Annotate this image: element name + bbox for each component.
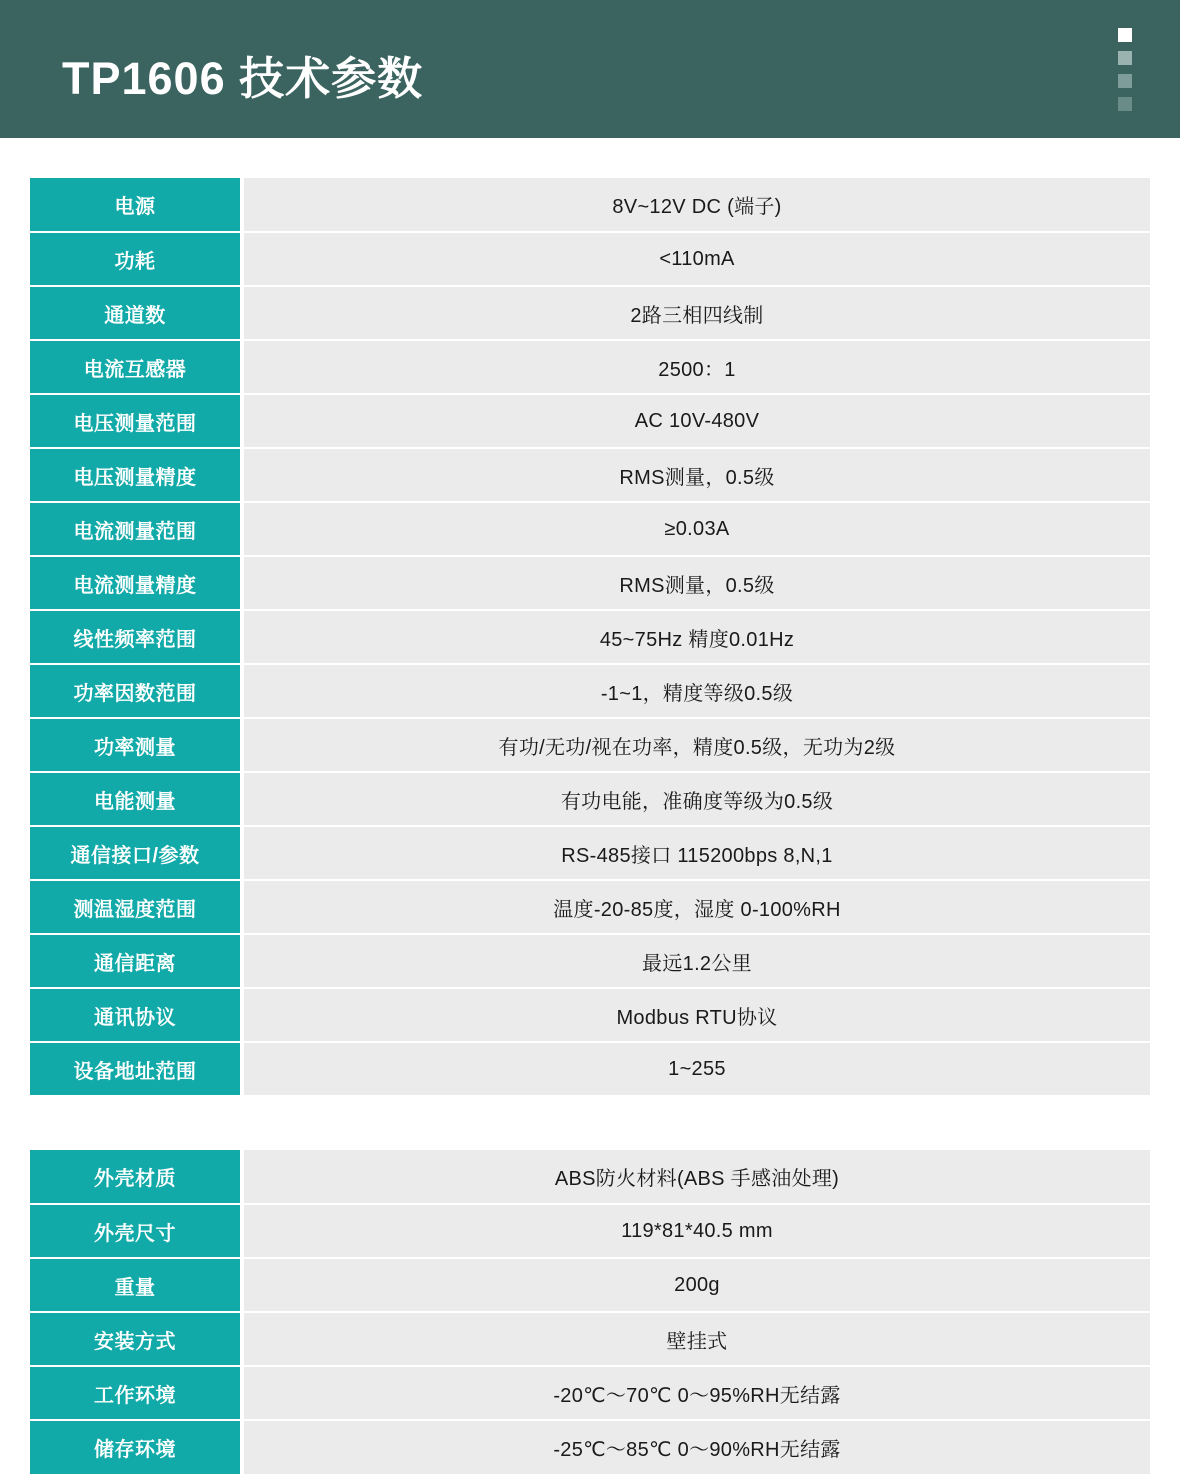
spec-value-cell: 最远1.2公里 [242, 934, 1150, 988]
table-row [30, 1204, 1150, 1258]
table-row [30, 988, 1150, 1042]
decor-square-3 [1118, 74, 1132, 88]
table-row [30, 1042, 1150, 1096]
table-row [30, 1258, 1150, 1312]
spec-key-cell: 通道数 [30, 286, 242, 340]
table-group-separator [30, 1096, 1150, 1150]
spec-value-cell: RMS测量，0.5级 [242, 448, 1150, 502]
spec-value-cell: Modbus RTU协议 [242, 988, 1150, 1042]
spec-key-cell: 功率测量 [30, 718, 242, 772]
spec-value-cell: 有功/无功/视在功率，精度0.5级，无功为2级 [242, 718, 1150, 772]
spec-key-cell: 重量 [30, 1258, 242, 1312]
spec-key-cell: 电流测量精度 [30, 556, 242, 610]
page-title: TP1606 技术参数 [62, 53, 424, 104]
group-separator-value-cell [242, 1096, 1150, 1150]
table-row [30, 610, 1150, 664]
spec-key-cell: 电流互感器 [30, 340, 242, 394]
decorative-dots [1118, 28, 1132, 111]
spec-key-cell: 设备地址范围 [30, 1042, 242, 1096]
spec-value-cell: 45~75Hz 精度0.01Hz [242, 610, 1150, 664]
spec-key-cell: 测温湿度范围 [30, 880, 242, 934]
spec-value-cell: RS-485接口 115200bps 8,N,1 [242, 826, 1150, 880]
spec-key-cell: 安装方式 [30, 1312, 242, 1366]
spec-key-cell: 电源 [30, 178, 242, 232]
page-header [0, 0, 1180, 138]
spec-key-cell: 通讯协议 [30, 988, 242, 1042]
decor-square-2 [1118, 51, 1132, 65]
spec-key-cell: 外壳材质 [30, 1150, 242, 1204]
table-row [30, 448, 1150, 502]
spec-value-cell: -1~1，精度等级0.5级 [242, 664, 1150, 718]
spec-value-cell: 8V~12V DC (端子) [242, 178, 1150, 232]
spec-key-cell: 电能测量 [30, 772, 242, 826]
spec-value-cell: 200g [242, 1258, 1150, 1312]
spec-key-cell: 线性频率范围 [30, 610, 242, 664]
table-row [30, 880, 1150, 934]
spec-value-cell: 2500：1 [242, 340, 1150, 394]
table-row [30, 178, 1150, 232]
spec-key-cell: 通信距离 [30, 934, 242, 988]
spec-value-cell: 2路三相四线制 [242, 286, 1150, 340]
table-row [30, 340, 1150, 394]
spec-value-cell: ≥0.03A [242, 502, 1150, 556]
table-row [30, 1312, 1150, 1366]
spec-value-cell: ABS防火材料(ABS 手感油处理) [242, 1150, 1150, 1204]
table-row [30, 232, 1150, 286]
table-row [30, 556, 1150, 610]
spec-key-cell: 电流测量范围 [30, 502, 242, 556]
spec-value-cell: RMS测量，0.5级 [242, 556, 1150, 610]
spec-value-cell: 壁挂式 [242, 1312, 1150, 1366]
spec-key-cell: 功率因数范围 [30, 664, 242, 718]
spec-key-cell: 电压测量精度 [30, 448, 242, 502]
spec-value-cell: 有功电能，准确度等级为0.5级 [242, 772, 1150, 826]
table-row [30, 1150, 1150, 1204]
spec-key-cell: 通信接口/参数 [30, 826, 242, 880]
spec-key-cell: 工作环境 [30, 1366, 242, 1420]
spec-value-cell: -20℃～70℃ 0～95%RH无结露 [242, 1366, 1150, 1420]
spec-value-cell: AC 10V-480V [242, 394, 1150, 448]
spec-key-cell: 储存环境 [30, 1420, 242, 1474]
table-row [30, 1366, 1150, 1420]
table-row [30, 772, 1150, 826]
table-row [30, 718, 1150, 772]
spec-value-cell: 温度-20-85度，湿度 0-100%RH [242, 880, 1150, 934]
spec-key-cell: 电压测量范围 [30, 394, 242, 448]
group-separator-key-cell [30, 1096, 242, 1150]
decor-square-1 [1118, 28, 1132, 42]
table-row [30, 286, 1150, 340]
spec-value-cell: <110mA [242, 232, 1150, 286]
table-row [30, 664, 1150, 718]
spec-value-cell: 119*81*40.5 mm [242, 1204, 1150, 1258]
spec-key-cell: 外壳尺寸 [30, 1204, 242, 1258]
table-row [30, 394, 1150, 448]
table-row [30, 1420, 1150, 1474]
table-row [30, 826, 1150, 880]
spec-key-cell: 功耗 [30, 232, 242, 286]
spec-value-cell: -25℃～85℃ 0～90%RH无结露 [242, 1420, 1150, 1474]
table-row [30, 502, 1150, 556]
decor-square-4 [1118, 97, 1132, 111]
spec-table-container [0, 138, 1180, 1474]
table-row [30, 934, 1150, 988]
spec-value-cell: 1~255 [242, 1042, 1150, 1096]
specification-table [30, 178, 1150, 1474]
